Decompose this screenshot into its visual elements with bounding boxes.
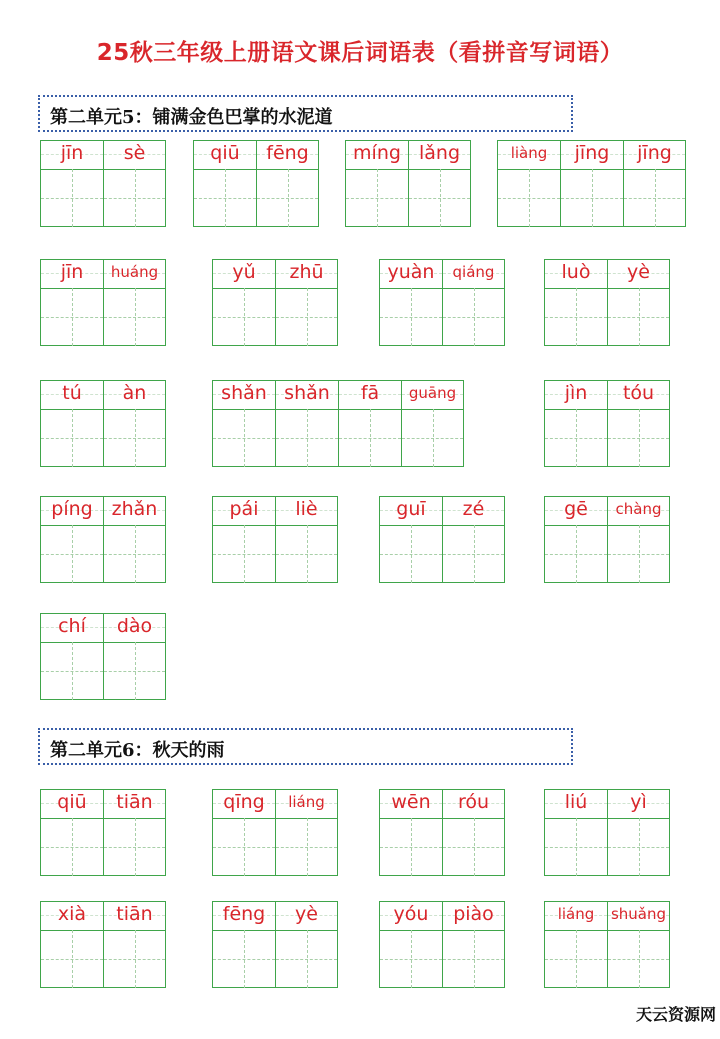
writing-cell[interactable]	[256, 140, 319, 227]
writing-cell[interactable]	[40, 613, 103, 700]
writing-cell[interactable]	[607, 789, 670, 876]
word-group	[40, 901, 166, 988]
writing-cell[interactable]	[442, 496, 505, 583]
cell-guide-vertical	[639, 930, 640, 988]
cell-guide-vertical	[72, 642, 73, 700]
pinyin-label: sè	[104, 141, 165, 170]
word-group	[212, 259, 338, 346]
writing-cell[interactable]	[401, 380, 464, 467]
pinyin-label: qiáng	[443, 260, 504, 289]
pinyin-label: zhǎn	[104, 497, 165, 526]
cell-guide-vertical	[576, 818, 577, 876]
cell-guide-vertical	[639, 409, 640, 467]
cell-guide-vertical	[135, 642, 136, 700]
word-group	[40, 140, 166, 227]
pinyin-label: wēn	[380, 790, 442, 819]
writing-cell[interactable]	[103, 496, 166, 583]
cell-guide-vertical	[411, 288, 412, 346]
pinyin-label: liáng	[545, 902, 607, 931]
writing-cell[interactable]	[275, 259, 338, 346]
pinyin-label: yóu	[380, 902, 442, 931]
pinyin-label: yuàn	[380, 260, 442, 289]
cell-guide-vertical	[576, 288, 577, 346]
word-group	[544, 901, 670, 988]
writing-cell[interactable]	[40, 380, 103, 467]
word-group	[40, 380, 166, 467]
pinyin-label: dào	[104, 614, 165, 643]
pinyin-label: tiān	[104, 790, 165, 819]
word-group	[212, 380, 464, 467]
footer-brand: 天云资源网	[635, 1005, 716, 1024]
word-group	[379, 259, 505, 346]
cell-guide-vertical	[474, 818, 475, 876]
cell-guide-vertical	[440, 169, 441, 227]
writing-cell[interactable]	[275, 496, 338, 583]
cell-guide-vertical	[307, 525, 308, 583]
pinyin-label: fēng	[257, 141, 318, 170]
pinyin-label: jīn	[41, 260, 103, 289]
writing-cell[interactable]	[212, 259, 275, 346]
word-group	[40, 789, 166, 876]
pinyin-label: míng	[346, 141, 408, 170]
pinyin-label: pái	[213, 497, 275, 526]
writing-cell[interactable]	[560, 140, 623, 227]
pinyin-label: shǎn	[276, 381, 338, 410]
pinyin-label: zé	[443, 497, 504, 526]
cell-guide-vertical	[244, 930, 245, 988]
pinyin-label: jìn	[545, 381, 607, 410]
cell-guide-vertical	[135, 288, 136, 346]
cell-guide-vertical	[244, 525, 245, 583]
writing-cell[interactable]	[442, 259, 505, 346]
cell-guide-vertical	[377, 169, 378, 227]
word-group	[379, 496, 505, 583]
writing-cell[interactable]	[40, 789, 103, 876]
cell-guide-vertical	[135, 169, 136, 227]
cell-guide-vertical	[370, 409, 371, 467]
cell-guide-vertical	[135, 818, 136, 876]
pinyin-label: shǎn	[213, 381, 275, 410]
cell-guide-vertical	[307, 818, 308, 876]
writing-cell[interactable]	[379, 496, 442, 583]
writing-cell[interactable]	[103, 789, 166, 876]
writing-cell[interactable]	[607, 259, 670, 346]
cell-guide-vertical	[576, 930, 577, 988]
word-group	[212, 789, 338, 876]
word-group	[212, 496, 338, 583]
pinyin-label: fā	[339, 381, 401, 410]
word-group	[544, 380, 670, 467]
pinyin-label: qiū	[194, 141, 256, 170]
cell-guide-vertical	[639, 288, 640, 346]
cell-guide-vertical	[474, 930, 475, 988]
pinyin-label: liú	[545, 790, 607, 819]
pinyin-label: qiū	[41, 790, 103, 819]
cell-guide-vertical	[72, 169, 73, 227]
cell-guide-vertical	[576, 525, 577, 583]
pinyin-label: xià	[41, 902, 103, 931]
writing-cell[interactable]	[497, 140, 560, 227]
cell-guide-vertical	[639, 818, 640, 876]
word-group	[212, 901, 338, 988]
cell-guide-vertical	[592, 169, 593, 227]
pinyin-label: fēng	[213, 902, 275, 931]
pinyin-label: àn	[104, 381, 165, 410]
word-group	[379, 789, 505, 876]
pinyin-label: huáng	[104, 260, 165, 289]
cell-guide-vertical	[225, 169, 226, 227]
word-group	[40, 613, 166, 700]
cell-guide-vertical	[307, 288, 308, 346]
writing-cell[interactable]	[103, 613, 166, 700]
word-group	[497, 140, 686, 227]
pinyin-label: chàng	[608, 497, 669, 526]
writing-cell[interactable]	[40, 901, 103, 988]
pinyin-label: tóu	[608, 381, 669, 410]
pinyin-label: yì	[608, 790, 669, 819]
writing-cell[interactable]	[103, 901, 166, 988]
section-heading-unit5: 第二单元5：铺满金色巴掌的水泥道	[38, 95, 573, 132]
pinyin-label: shuǎng	[608, 902, 669, 931]
writing-cell[interactable]	[193, 140, 256, 227]
pinyin-label: jīng	[624, 141, 685, 170]
pinyin-label: luò	[545, 260, 607, 289]
writing-cell[interactable]	[607, 380, 670, 467]
pinyin-label: chí	[41, 614, 103, 643]
pinyin-label: liè	[276, 497, 337, 526]
cell-guide-vertical	[411, 818, 412, 876]
writing-cell[interactable]	[275, 901, 338, 988]
cell-guide-vertical	[655, 169, 656, 227]
cell-guide-vertical	[474, 288, 475, 346]
cell-guide-vertical	[307, 930, 308, 988]
cell-guide-vertical	[135, 930, 136, 988]
cell-guide-vertical	[244, 288, 245, 346]
section-heading-unit6: 第二单元6：秋天的雨	[38, 728, 573, 765]
writing-cell[interactable]	[338, 380, 401, 467]
writing-cell[interactable]	[345, 140, 408, 227]
cell-guide-vertical	[288, 169, 289, 227]
writing-cell[interactable]	[275, 789, 338, 876]
pinyin-label: jīng	[561, 141, 623, 170]
cell-guide-vertical	[307, 409, 308, 467]
writing-cell[interactable]	[607, 901, 670, 988]
word-group	[345, 140, 471, 227]
pinyin-label: yǔ	[213, 260, 275, 289]
cell-guide-vertical	[244, 818, 245, 876]
writing-cell[interactable]	[544, 259, 607, 346]
pinyin-label: tú	[41, 381, 103, 410]
word-group	[40, 496, 166, 583]
writing-cell[interactable]	[623, 140, 686, 227]
word-group	[544, 789, 670, 876]
writing-cell[interactable]	[40, 259, 103, 346]
writing-cell[interactable]	[544, 789, 607, 876]
writing-cell[interactable]	[212, 789, 275, 876]
page-title: 25秋三年级上册语文课后词语表（看拼音写词语）	[96, 40, 624, 66]
writing-cell[interactable]	[212, 380, 275, 467]
writing-cell[interactable]	[544, 380, 607, 467]
pinyin-label: guāng	[402, 381, 463, 410]
cell-guide-vertical	[639, 525, 640, 583]
cell-guide-vertical	[411, 930, 412, 988]
writing-cell[interactable]	[379, 259, 442, 346]
pinyin-label: liàng	[498, 141, 560, 170]
cell-guide-vertical	[72, 930, 73, 988]
writing-cell[interactable]	[103, 140, 166, 227]
cell-guide-vertical	[474, 525, 475, 583]
cell-guide-vertical	[411, 525, 412, 583]
cell-guide-vertical	[72, 818, 73, 876]
writing-cell[interactable]	[212, 496, 275, 583]
pinyin-label: zhū	[276, 260, 337, 289]
word-group	[40, 259, 166, 346]
pinyin-label: lǎng	[409, 141, 470, 170]
cell-guide-vertical	[72, 525, 73, 583]
cell-guide-vertical	[72, 288, 73, 346]
pinyin-label: róu	[443, 790, 504, 819]
pinyin-label: qīng	[213, 790, 275, 819]
word-group	[193, 140, 319, 227]
writing-cell[interactable]	[103, 380, 166, 467]
writing-cell[interactable]	[379, 789, 442, 876]
word-group	[544, 259, 670, 346]
cell-guide-vertical	[529, 169, 530, 227]
pinyin-label: yè	[276, 902, 337, 931]
writing-cell[interactable]	[442, 789, 505, 876]
writing-cell[interactable]	[40, 140, 103, 227]
pinyin-label: gē	[545, 497, 607, 526]
writing-cell[interactable]	[275, 380, 338, 467]
cell-guide-vertical	[72, 409, 73, 467]
pinyin-label: liáng	[276, 790, 337, 819]
writing-cell[interactable]	[607, 496, 670, 583]
writing-cell[interactable]	[408, 140, 471, 227]
pinyin-label: guī	[380, 497, 442, 526]
pinyin-label: jīn	[41, 141, 103, 170]
writing-cell[interactable]	[379, 901, 442, 988]
cell-guide-vertical	[433, 409, 434, 467]
word-group	[544, 496, 670, 583]
writing-cell[interactable]	[103, 259, 166, 346]
writing-cell[interactable]	[544, 496, 607, 583]
word-group	[379, 901, 505, 988]
pinyin-label: yè	[608, 260, 669, 289]
cell-guide-vertical	[135, 525, 136, 583]
pinyin-label: piào	[443, 902, 504, 931]
writing-cell[interactable]	[442, 901, 505, 988]
pinyin-label: tiān	[104, 902, 165, 931]
cell-guide-vertical	[576, 409, 577, 467]
writing-cell[interactable]	[40, 496, 103, 583]
cell-guide-vertical	[135, 409, 136, 467]
writing-cell[interactable]	[212, 901, 275, 988]
cell-guide-vertical	[244, 409, 245, 467]
writing-cell[interactable]	[544, 901, 607, 988]
pinyin-label: píng	[41, 497, 103, 526]
